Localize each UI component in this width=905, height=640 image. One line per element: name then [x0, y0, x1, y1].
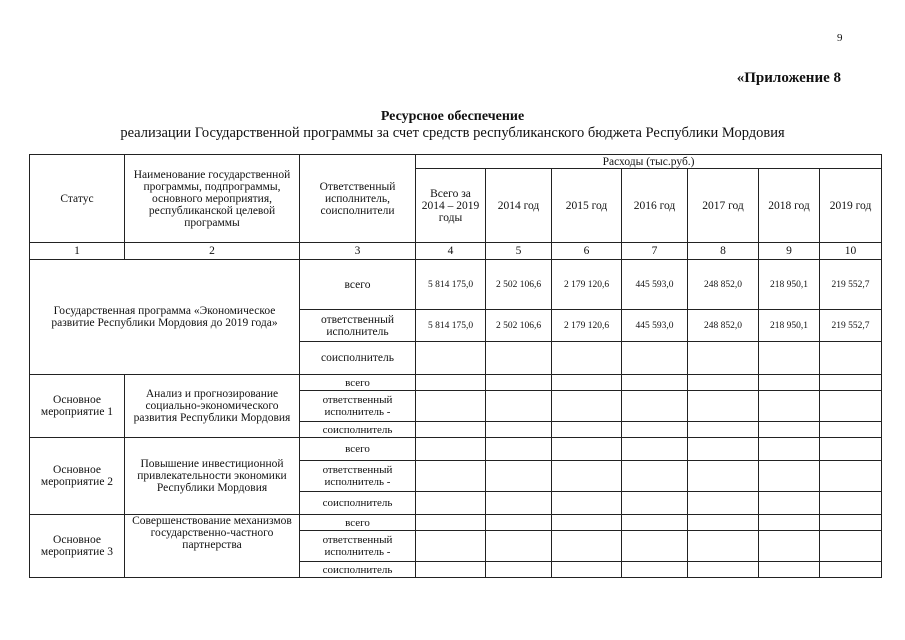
table-row: [30, 260, 882, 310]
column-number: 3: [300, 243, 416, 260]
header-2016: 2016 год: [622, 169, 688, 243]
value-cell: 445 593,0: [622, 260, 688, 310]
activity-status: Основное мероприятие 1: [30, 375, 125, 438]
column-number: 2: [125, 243, 300, 260]
column-number-row: [30, 243, 882, 260]
appendix-label: «Приложение 8: [736, 70, 841, 86]
value-cell: 219 552,7: [820, 260, 882, 310]
value-cell: [552, 342, 622, 375]
column-number: 7: [622, 243, 688, 260]
executor-cell: всего: [300, 260, 416, 310]
header-name: Наименование государственной программы, подпрограммы, основного мероприятия, республиканской целевой программы: [125, 155, 300, 243]
column-number: 5: [486, 243, 552, 260]
header-2017: 2017 год: [688, 169, 759, 243]
executor-cell: ответственный исполнитель -: [300, 391, 416, 422]
value-cell: 2 502 106,6: [486, 260, 552, 310]
column-number: 9: [759, 243, 820, 260]
value-cell: 248 852,0: [688, 260, 759, 310]
value-cell: [486, 342, 552, 375]
executor-cell: соисполнитель: [300, 422, 416, 438]
column-number: 1: [30, 243, 125, 260]
executor-cell: соисполнитель: [300, 492, 416, 515]
activity-status: Основное мероприятие 3: [30, 515, 125, 578]
value-cell: 2 502 106,6: [486, 310, 552, 342]
document-subtitle: реализации Государственной программы за счет средств республиканского бюджета Республики Мордовия: [120, 125, 785, 141]
value-cell: 218 950,1: [759, 260, 820, 310]
budget-table: [29, 154, 882, 578]
header-2014: 2014 год: [486, 169, 552, 243]
activity-name: Совершенствование механизмов государственно-частного партнерства: [125, 515, 300, 578]
activity-status: Основное мероприятие 2: [30, 438, 125, 515]
value-cell: [622, 342, 688, 375]
executor-cell: всего: [300, 515, 416, 531]
value-cell: 5 814 175,0: [416, 260, 486, 310]
activity-name: Повышение инвестиционной привлекательности экономики Республики Мордовия: [125, 438, 300, 515]
header-total: Всего за 2014 – 2019 годы: [416, 169, 486, 243]
value-cell: 5 814 175,0: [416, 310, 486, 342]
header-expenses: Расходы (тыс.руб.): [416, 155, 882, 169]
column-number: 10: [820, 243, 882, 260]
activity-name: Анализ и прогнозирование социально-экономического развития Республики Мордовия: [125, 375, 300, 438]
column-number: 4: [416, 243, 486, 260]
value-cell: [416, 342, 486, 375]
program-name: Государственная программа «Экономическое развитие Республики Мордовия до 2019 года»: [30, 260, 300, 375]
document-title: Ресурсное обеспечение: [380, 109, 525, 124]
header-status: Статус: [30, 155, 125, 243]
header-2019: 2019 год: [820, 169, 882, 243]
executor-cell: ответственный исполнитель -: [300, 461, 416, 492]
executor-cell: соисполнитель: [300, 342, 416, 375]
column-number: 8: [688, 243, 759, 260]
page-number: 9: [837, 32, 843, 44]
value-cell: 2 179 120,6: [552, 310, 622, 342]
table-row: [30, 375, 882, 391]
value-cell: 219 552,7: [820, 310, 882, 342]
value-cell: 248 852,0: [688, 310, 759, 342]
executor-cell: ответственный исполнитель -: [300, 531, 416, 562]
value-cell: [688, 342, 759, 375]
executor-cell: ответственный исполнитель: [300, 310, 416, 342]
header-2015: 2015 год: [552, 169, 622, 243]
table-row: [30, 438, 882, 461]
value-cell: [759, 342, 820, 375]
value-cell: 2 179 120,6: [552, 260, 622, 310]
value-cell: [820, 342, 882, 375]
value-cell: 218 950,1: [759, 310, 820, 342]
executor-cell: всего: [300, 375, 416, 391]
executor-cell: всего: [300, 438, 416, 461]
executor-cell: соисполнитель: [300, 562, 416, 578]
value-cell: 445 593,0: [622, 310, 688, 342]
table-row: [30, 515, 882, 531]
header-2018: 2018 год: [759, 169, 820, 243]
column-number: 6: [552, 243, 622, 260]
header-executor: Ответственный исполнитель, соисполнители: [300, 155, 416, 243]
